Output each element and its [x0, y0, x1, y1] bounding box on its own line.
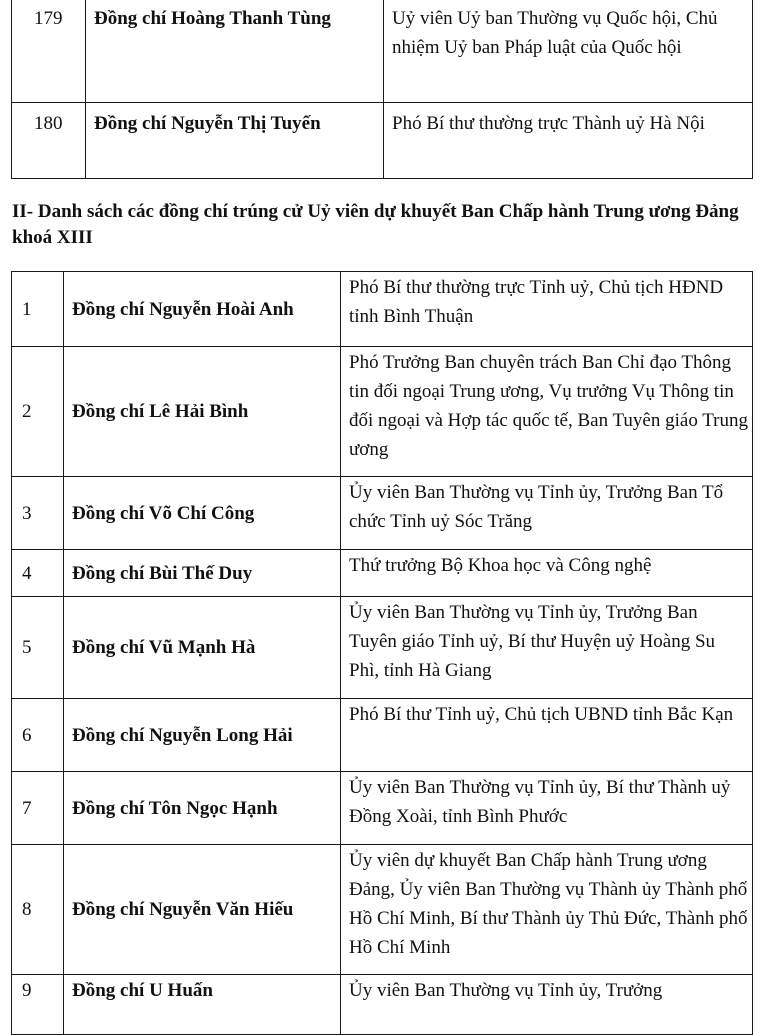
official-position: Ủy viên Ban Thường vụ Tỉnh ủy, Trưởng — [341, 975, 753, 1035]
official-name: Đồng chí Bùi Thế Duy — [64, 550, 341, 597]
official-position: Thứ trưởng Bộ Khoa học và Công nghệ — [341, 550, 753, 597]
table-row — [12, 477, 753, 550]
alternate-members-table — [11, 271, 753, 1035]
table-row — [12, 103, 753, 179]
table-row — [12, 550, 753, 597]
official-name: Đồng chí Hoàng Thanh Tùng — [86, 0, 384, 103]
official-name: Đồng chí Lê Hải Bình — [64, 347, 341, 477]
table-row — [12, 0, 753, 103]
row-number: 6 — [12, 699, 64, 772]
table-row — [12, 272, 753, 347]
section-heading: II- Danh sách các đồng chí trúng cử Uỷ viên dự khuyết Ban Chấp hành Trung ương Đảng khoá XIII — [12, 201, 739, 248]
table-row — [12, 699, 753, 772]
official-position: Phó Bí thư thường trực Thành uỷ Hà Nội — [384, 103, 753, 179]
row-number: 179 — [12, 0, 86, 103]
official-position: Ủy viên dự khuyết Ban Chấp hành Trung ương Đảng, Ủy viên Ban Thường vụ Thành ủy Thành phố Hồ Chí Minh, Bí thư Thành ủy Thủ Đức, Thành phố Hồ Chí Minh — [341, 845, 753, 975]
row-number: 3 — [12, 477, 64, 550]
table-row — [12, 975, 753, 1035]
table-row — [12, 772, 753, 845]
official-position: Uỷ viên Uỷ ban Thường vụ Quốc hội, Chủ nhiệm Uỷ ban Pháp luật của Quốc hội — [384, 0, 753, 103]
row-number: 1 — [12, 272, 64, 347]
official-position: Ủy viên Ban Thường vụ Tỉnh ủy, Trưởng Ban Tuyên giáo Tỉnh uỷ, Bí thư Huyện uỷ Hoàng Su Phì, tỉnh Hà Giang — [341, 597, 753, 699]
table-row — [12, 845, 753, 975]
official-name: Đồng chí Nguyễn Hoài Anh — [64, 272, 341, 347]
official-position: Ủy viên Ban Thường vụ Tỉnh ủy, Bí thư Thành uỷ Đồng Xoài, tỉnh Bình Phước — [341, 772, 753, 845]
officials-table-continued — [11, 0, 753, 179]
table-row — [12, 347, 753, 477]
official-position: Phó Bí thư thường trực Tỉnh uỷ, Chủ tịch HĐND tỉnh Bình Thuận — [341, 272, 753, 347]
row-number: 5 — [12, 597, 64, 699]
row-number: 180 — [12, 103, 86, 179]
official-position: Phó Trưởng Ban chuyên trách Ban Chỉ đạo Thông tin đối ngoại Trung ương, Vụ trưởng Vụ Thông tin đối ngoại và Hợp tác quốc tế, Ban Tuyên giáo Trung ương — [341, 347, 753, 477]
official-name: Đồng chí Nguyễn Văn Hiếu — [64, 845, 341, 975]
row-number: 4 — [12, 550, 64, 597]
official-name: Đồng chí Tôn Ngọc Hạnh — [64, 772, 341, 845]
official-name: Đồng chí Võ Chí Công — [64, 477, 341, 550]
table-row — [12, 597, 753, 699]
official-name: Đồng chí Vũ Mạnh Hà — [64, 597, 341, 699]
official-name: Đồng chí Nguyễn Long Hải — [64, 699, 341, 772]
row-number: 8 — [12, 845, 64, 975]
row-number: 9 — [12, 975, 64, 1035]
official-name: Đồng chí Nguyễn Thị Tuyến — [86, 103, 384, 179]
official-name: Đồng chí U Huấn — [64, 975, 341, 1035]
official-position: Ủy viên Ban Thường vụ Tỉnh ủy, Trưởng Ban Tổ chức Tỉnh uỷ Sóc Trăng — [341, 477, 753, 550]
official-position: Phó Bí thư Tỉnh uỷ, Chủ tịch UBND tỉnh Bắc Kạn — [341, 699, 753, 772]
row-number: 7 — [12, 772, 64, 845]
row-number: 2 — [12, 347, 64, 477]
